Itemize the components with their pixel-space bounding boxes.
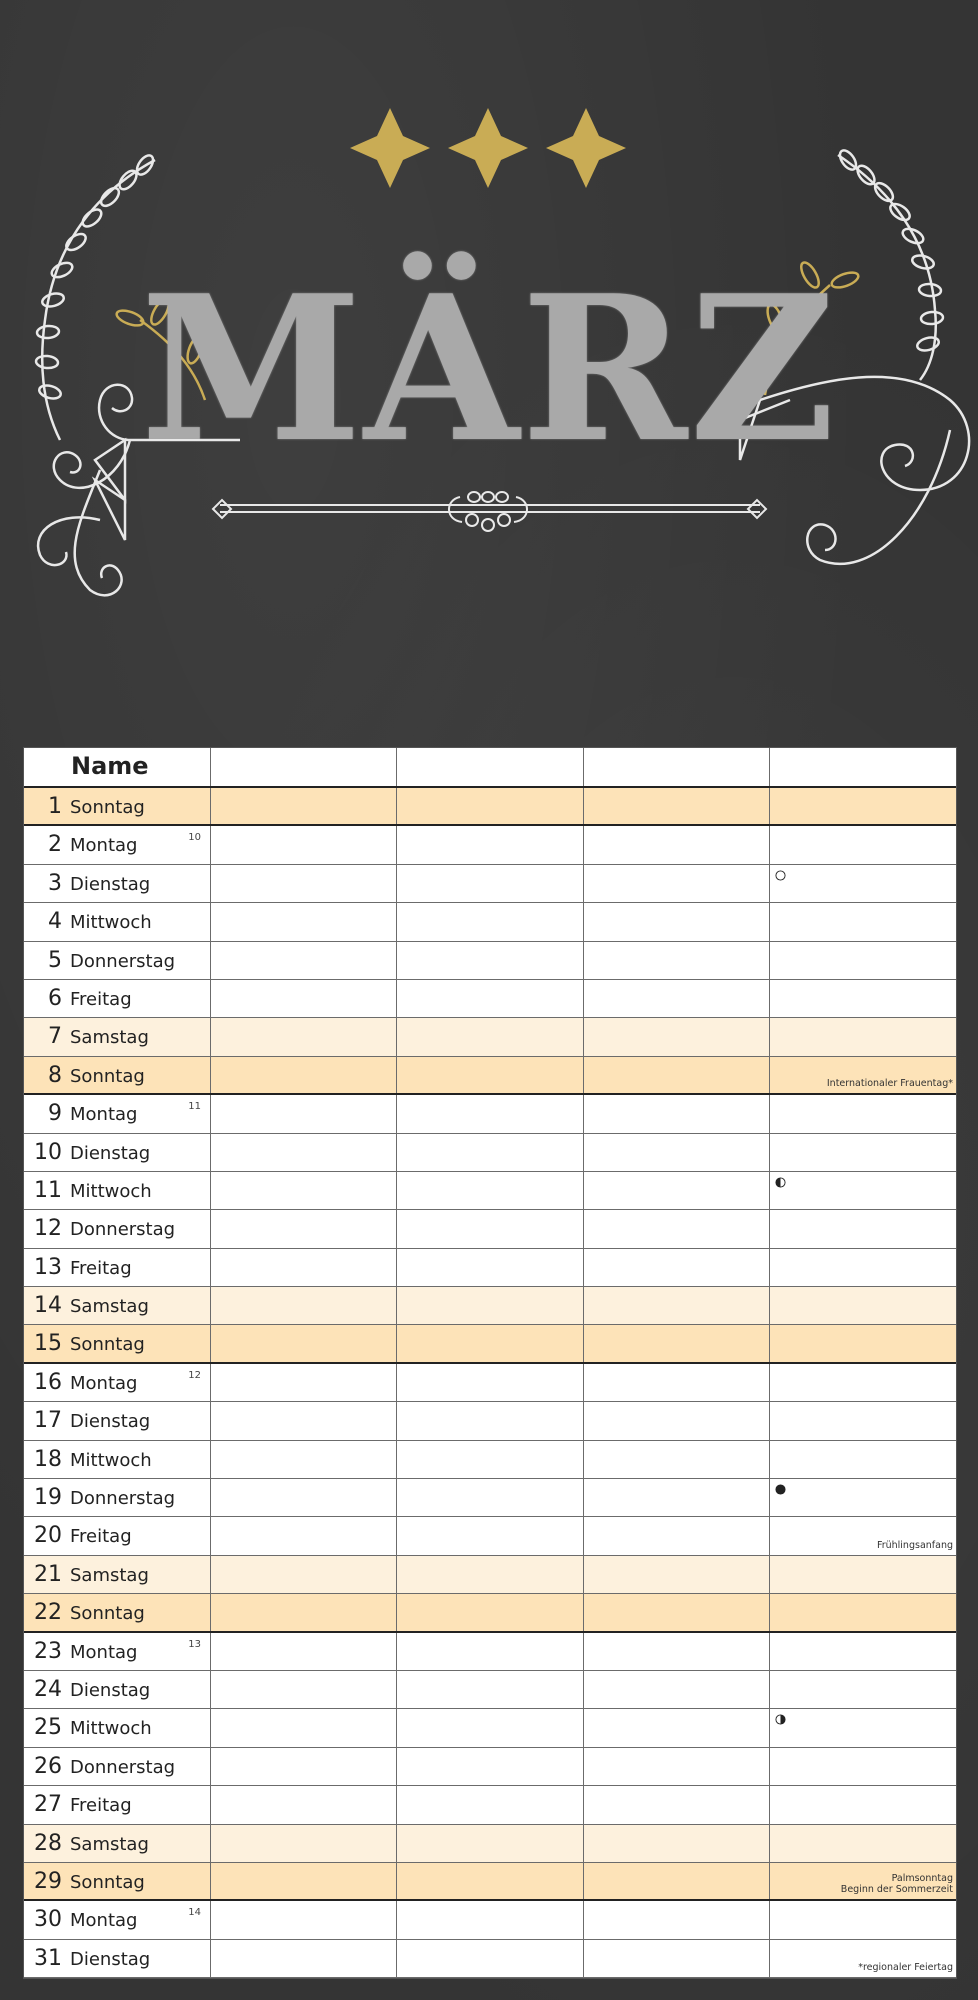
table-row: [24, 788, 956, 826]
entry-cell[interactable]: [584, 1825, 770, 1862]
day-number: 8: [48, 1062, 62, 1088]
entry-cell[interactable]: [211, 1786, 397, 1823]
entry-cell[interactable]: [770, 1748, 956, 1785]
day-number: 10: [34, 1139, 62, 1165]
weekday-name: Dienstag: [70, 873, 151, 895]
day-number: 27: [34, 1792, 62, 1818]
entry-cell[interactable]: [211, 903, 397, 940]
entry-cell[interactable]: [211, 1210, 397, 1247]
entry-cell[interactable]: [211, 1057, 397, 1093]
entry-cell[interactable]: [770, 1825, 956, 1862]
weekday-name: Donnerstag: [70, 1219, 176, 1241]
entry-cell[interactable]: [397, 1940, 584, 1977]
weekday-name: Donnerstag: [70, 1756, 176, 1778]
entry-cell[interactable]: [584, 1018, 770, 1055]
entry-cell[interactable]: [397, 1479, 584, 1516]
weekday-name: Sonntag: [70, 1871, 145, 1893]
day-number: 21: [34, 1561, 62, 1587]
table-row: [24, 1940, 956, 1978]
entry-cell[interactable]: [770, 1556, 956, 1593]
holiday-note: Palmsonntag Beginn der Sommerzeit: [840, 1873, 953, 1896]
day-label-cell: [24, 1786, 211, 1823]
day-label-cell: [24, 788, 211, 824]
entry-cell[interactable]: [584, 788, 770, 824]
entry-cell[interactable]: [770, 1325, 956, 1361]
day-label-cell: [24, 1556, 211, 1593]
entry-cell[interactable]: [770, 1018, 956, 1055]
entry-cell[interactable]: [584, 865, 770, 902]
gold-star-icon: [350, 108, 430, 188]
weekday-name: Mittwoch: [70, 1449, 152, 1471]
table-row: [24, 1825, 956, 1863]
entry-cell[interactable]: [397, 1517, 584, 1554]
day-label-cell: [24, 1479, 211, 1516]
day-number: 6: [48, 985, 62, 1011]
day-label-cell: [24, 1825, 211, 1862]
table-row: [24, 1594, 956, 1632]
entry-cell[interactable]: [584, 1325, 770, 1361]
table-row: [24, 1517, 956, 1555]
entry-cell[interactable]: [211, 1633, 397, 1670]
weekday-name: Montag: [70, 1641, 138, 1663]
weekday-name: Samstag: [70, 1027, 149, 1049]
entry-cell[interactable]: [397, 903, 584, 940]
weekday-name: Freitag: [70, 1795, 132, 1817]
table-row: [24, 1748, 956, 1786]
entry-cell[interactable]: [211, 1748, 397, 1785]
day-number: 23: [34, 1638, 62, 1664]
entry-cell[interactable]: [211, 1863, 397, 1899]
calendar-header-row: [24, 748, 956, 788]
entry-cell[interactable]: [770, 1402, 956, 1439]
day-number: 25: [34, 1715, 62, 1741]
day-number: 19: [34, 1485, 62, 1511]
weekday-name: Sonntag: [70, 797, 145, 818]
holiday-note: Frühlingsanfang: [876, 1539, 953, 1551]
entry-cell[interactable]: [211, 788, 397, 824]
day-label-cell: [24, 865, 211, 902]
entry-cell[interactable]: [211, 942, 397, 979]
day-number: 14: [34, 1293, 62, 1319]
day-number: 18: [34, 1446, 62, 1472]
entry-cell[interactable]: [397, 1364, 584, 1401]
entry-cell[interactable]: [397, 1441, 584, 1478]
day-label-cell: [24, 1940, 211, 1977]
month-title: MÄRZ: [140, 252, 838, 487]
entry-cell[interactable]: [770, 1901, 956, 1938]
entry-cell[interactable]: [397, 788, 584, 824]
entry-cell[interactable]: [397, 1556, 584, 1593]
entry-cell[interactable]: [397, 1249, 584, 1286]
entry-cell[interactable]: [584, 1748, 770, 1785]
day-label-cell: [24, 1671, 211, 1708]
entry-cell[interactable]: [211, 1671, 397, 1708]
weekday-name: Samstag: [70, 1833, 149, 1855]
entry-cell[interactable]: [770, 1095, 956, 1132]
first-quarter-moon-icon: [775, 1714, 786, 1725]
table-row: [24, 1325, 956, 1363]
day-label-cell: [24, 1210, 211, 1247]
day-number: 26: [34, 1753, 62, 1779]
entry-cell[interactable]: [584, 1210, 770, 1247]
weekday-name: Mittwoch: [70, 912, 152, 934]
entry-cell[interactable]: [584, 1287, 770, 1324]
entry-cell[interactable]: [584, 1402, 770, 1439]
name-column-1[interactable]: [211, 748, 397, 786]
weekday-name: Sonntag: [70, 1334, 145, 1356]
name-column-2[interactable]: [397, 748, 584, 786]
entry-cell[interactable]: [584, 1940, 770, 1977]
day-number: 30: [34, 1907, 62, 1933]
entry-cell[interactable]: [397, 1594, 584, 1630]
day-label-cell: [24, 826, 211, 863]
entry-cell[interactable]: [211, 1441, 397, 1478]
holiday-note: Internationaler Frauentag*: [826, 1078, 953, 1090]
weekday-name: Freitag: [70, 1526, 132, 1548]
table-row: [24, 1172, 956, 1210]
entry-cell[interactable]: [211, 1172, 397, 1209]
table-row: [24, 1210, 956, 1248]
entry-cell[interactable]: [397, 826, 584, 863]
entry-cell[interactable]: [584, 1863, 770, 1899]
day-label-cell: [24, 1057, 211, 1093]
entry-cell[interactable]: [770, 1479, 956, 1516]
day-number: 9: [48, 1101, 62, 1127]
entry-cell[interactable]: [770, 1134, 956, 1171]
weekday-name: Donnerstag: [70, 950, 176, 972]
entry-cell[interactable]: [770, 903, 956, 940]
entry-cell[interactable]: [770, 1517, 956, 1554]
day-label-cell: [24, 903, 211, 940]
full-moon-icon: [775, 870, 786, 881]
entry-cell[interactable]: [770, 1671, 956, 1708]
weekday-name: Dienstag: [70, 1679, 151, 1701]
weekday-name: Freitag: [70, 1257, 132, 1279]
entry-cell[interactable]: [584, 1786, 770, 1823]
gold-star-icon: [546, 108, 626, 188]
entry-cell[interactable]: [211, 1325, 397, 1361]
day-number: 2: [48, 832, 62, 858]
weekday-name: Sonntag: [70, 1603, 145, 1625]
entry-cell[interactable]: [211, 1018, 397, 1055]
day-label-cell: [24, 942, 211, 979]
entry-cell[interactable]: [211, 865, 397, 902]
entry-cell[interactable]: [770, 1709, 956, 1746]
entry-cell[interactable]: [397, 1134, 584, 1171]
day-label-cell: [24, 1172, 211, 1209]
entry-cell[interactable]: [211, 1249, 397, 1286]
weekday-name: Dienstag: [70, 1142, 151, 1164]
entry-cell[interactable]: [211, 1825, 397, 1862]
day-label-cell: [24, 1095, 211, 1132]
entry-cell[interactable]: [770, 1057, 956, 1093]
entry-cell[interactable]: [397, 1825, 584, 1862]
calendar-week-number: 14: [188, 1907, 201, 1919]
calendar-week-number: 11: [188, 1101, 201, 1113]
new-moon-icon: [775, 1484, 786, 1495]
name-header-label: Name: [71, 752, 149, 780]
entry-cell[interactable]: [584, 1364, 770, 1401]
entry-cell[interactable]: [584, 1249, 770, 1286]
entry-cell[interactable]: [770, 826, 956, 863]
weekday-name: Sonntag: [70, 1065, 145, 1087]
table-row: [24, 1364, 956, 1402]
day-number: 1: [48, 794, 62, 819]
entry-cell[interactable]: [584, 1901, 770, 1938]
entry-cell[interactable]: [584, 980, 770, 1017]
weekday-name: Mittwoch: [70, 1180, 152, 1202]
table-row: [24, 1057, 956, 1095]
calendar-table: [23, 747, 957, 1979]
entry-cell[interactable]: [397, 1901, 584, 1938]
table-row: [24, 1786, 956, 1824]
day-label-cell: [24, 1249, 211, 1286]
day-number: 20: [34, 1523, 62, 1549]
entry-cell[interactable]: [397, 1018, 584, 1055]
weekday-name: Dienstag: [70, 1411, 151, 1433]
calendar-week-number: 10: [188, 832, 201, 844]
entry-cell[interactable]: [770, 1172, 956, 1209]
day-number: 3: [48, 870, 62, 896]
title-divider-ornament: [213, 492, 766, 531]
calendar-week-number: 12: [188, 1369, 201, 1381]
entry-cell[interactable]: [770, 1441, 956, 1478]
table-row: [24, 903, 956, 941]
day-number: 16: [34, 1369, 62, 1395]
day-number: 15: [34, 1331, 62, 1357]
entry-cell[interactable]: [770, 1940, 956, 1977]
entry-cell[interactable]: [584, 1633, 770, 1670]
entry-cell[interactable]: [770, 980, 956, 1017]
entry-cell[interactable]: [211, 1709, 397, 1746]
entry-cell[interactable]: [584, 826, 770, 863]
weekday-name: Montag: [70, 1104, 138, 1126]
entry-cell[interactable]: [584, 1134, 770, 1171]
entry-cell[interactable]: [770, 1287, 956, 1324]
day-label-cell: [24, 1287, 211, 1324]
table-row: [24, 1402, 956, 1440]
day-label-cell: [24, 1517, 211, 1554]
day-label-cell: [24, 1018, 211, 1055]
entry-cell[interactable]: [397, 1709, 584, 1746]
day-number: 28: [34, 1830, 62, 1856]
day-label-cell: [24, 1134, 211, 1171]
entry-cell[interactable]: [584, 942, 770, 979]
entry-cell[interactable]: [584, 1057, 770, 1093]
day-label-cell: [24, 1325, 211, 1361]
day-number: 5: [48, 947, 62, 973]
day-number: 7: [48, 1024, 62, 1050]
entry-cell[interactable]: [770, 1633, 956, 1670]
table-row: [24, 1901, 956, 1939]
entry-cell[interactable]: [397, 980, 584, 1017]
entry-cell[interactable]: [584, 1517, 770, 1554]
entry-cell[interactable]: [397, 1325, 584, 1361]
entry-cell[interactable]: [211, 1556, 397, 1593]
holiday-note: *regionaler Feiertag: [858, 1962, 953, 1974]
table-row: [24, 1556, 956, 1594]
entry-cell[interactable]: [397, 865, 584, 902]
table-row: [24, 1633, 956, 1671]
day-label-cell: [24, 1364, 211, 1401]
table-row: [24, 1709, 956, 1747]
day-label-cell: [24, 1594, 211, 1630]
entry-cell[interactable]: [770, 1364, 956, 1401]
entry-cell[interactable]: [397, 1287, 584, 1324]
entry-cell[interactable]: [211, 1479, 397, 1516]
table-row: [24, 1018, 956, 1056]
weekday-name: Samstag: [70, 1564, 149, 1586]
entry-cell[interactable]: [211, 1517, 397, 1554]
entry-cell[interactable]: [770, 942, 956, 979]
day-label-cell: [24, 980, 211, 1017]
table-row: [24, 1441, 956, 1479]
entry-cell[interactable]: [770, 788, 956, 824]
entry-cell[interactable]: [770, 865, 956, 902]
entry-cell[interactable]: [397, 1095, 584, 1132]
table-row: [24, 980, 956, 1018]
name-column-4[interactable]: [770, 748, 956, 786]
entry-cell[interactable]: [584, 1594, 770, 1630]
day-number: 4: [48, 909, 62, 935]
entry-cell[interactable]: [770, 1786, 956, 1823]
day-number: 11: [34, 1177, 62, 1203]
name-header-cell: [24, 748, 211, 786]
day-label-cell: [24, 1748, 211, 1785]
entry-cell[interactable]: [770, 1594, 956, 1630]
table-row: [24, 1479, 956, 1517]
table-row: [24, 826, 956, 864]
day-number: 17: [34, 1408, 62, 1434]
last-quarter-moon-icon: [775, 1177, 786, 1188]
table-row: [24, 865, 956, 903]
weekday-name: Freitag: [70, 988, 132, 1010]
entry-cell[interactable]: [211, 1594, 397, 1630]
entry-cell[interactable]: [211, 826, 397, 863]
weekday-name: Montag: [70, 1372, 138, 1394]
entry-cell[interactable]: [397, 1402, 584, 1439]
weekday-name: Montag: [70, 1910, 138, 1932]
entry-cell[interactable]: [397, 942, 584, 979]
entry-cell[interactable]: [211, 1940, 397, 1977]
table-row: [24, 1863, 956, 1901]
day-number: 31: [34, 1945, 62, 1971]
entry-cell[interactable]: [584, 1709, 770, 1746]
entry-cell[interactable]: [397, 1172, 584, 1209]
table-row: [24, 1249, 956, 1287]
weekday-name: Mittwoch: [70, 1718, 152, 1740]
entry-cell[interactable]: [397, 1748, 584, 1785]
entry-cell[interactable]: [770, 1249, 956, 1286]
table-row: [24, 1095, 956, 1133]
entry-cell[interactable]: [770, 1863, 956, 1899]
entry-cell[interactable]: [584, 1441, 770, 1478]
entry-cell[interactable]: [211, 1901, 397, 1938]
day-number: 24: [34, 1676, 62, 1702]
table-row: [24, 942, 956, 980]
entry-cell[interactable]: [211, 1134, 397, 1171]
calendar-week-number: 13: [188, 1638, 201, 1650]
entry-cell[interactable]: [211, 980, 397, 1017]
entry-cell[interactable]: [397, 1633, 584, 1670]
entry-cell[interactable]: [397, 1863, 584, 1899]
entry-cell[interactable]: [584, 1671, 770, 1708]
weekday-name: Montag: [70, 835, 138, 857]
entry-cell[interactable]: [584, 903, 770, 940]
entry-cell[interactable]: [397, 1210, 584, 1247]
entry-cell[interactable]: [397, 1671, 584, 1708]
table-row: [24, 1671, 956, 1709]
entry-cell[interactable]: [211, 1095, 397, 1132]
day-label-cell: [24, 1709, 211, 1746]
entry-cell[interactable]: [397, 1057, 584, 1093]
gold-star-icon: [448, 108, 528, 188]
entry-cell[interactable]: [584, 1479, 770, 1516]
entry-cell[interactable]: [211, 1402, 397, 1439]
day-label-cell: [24, 1901, 211, 1938]
weekday-name: Dienstag: [70, 1948, 151, 1970]
day-number: 22: [34, 1600, 62, 1626]
day-number: 29: [34, 1868, 62, 1894]
day-label-cell: [24, 1633, 211, 1670]
entry-cell[interactable]: [211, 1287, 397, 1324]
entry-cell[interactable]: [770, 1210, 956, 1247]
day-label-cell: [24, 1863, 211, 1899]
weekday-name: Donnerstag: [70, 1488, 176, 1510]
name-column-3[interactable]: [584, 748, 770, 786]
entry-cell[interactable]: [211, 1364, 397, 1401]
day-number: 12: [34, 1216, 62, 1242]
day-label-cell: [24, 1441, 211, 1478]
entry-cell[interactable]: [584, 1556, 770, 1593]
table-row: [24, 1287, 956, 1325]
day-label-cell: [24, 1402, 211, 1439]
entry-cell[interactable]: [584, 1095, 770, 1132]
entry-cell[interactable]: [397, 1786, 584, 1823]
table-row: [24, 1134, 956, 1172]
weekday-name: Samstag: [70, 1296, 149, 1318]
day-number: 13: [34, 1254, 62, 1280]
entry-cell[interactable]: [584, 1172, 770, 1209]
